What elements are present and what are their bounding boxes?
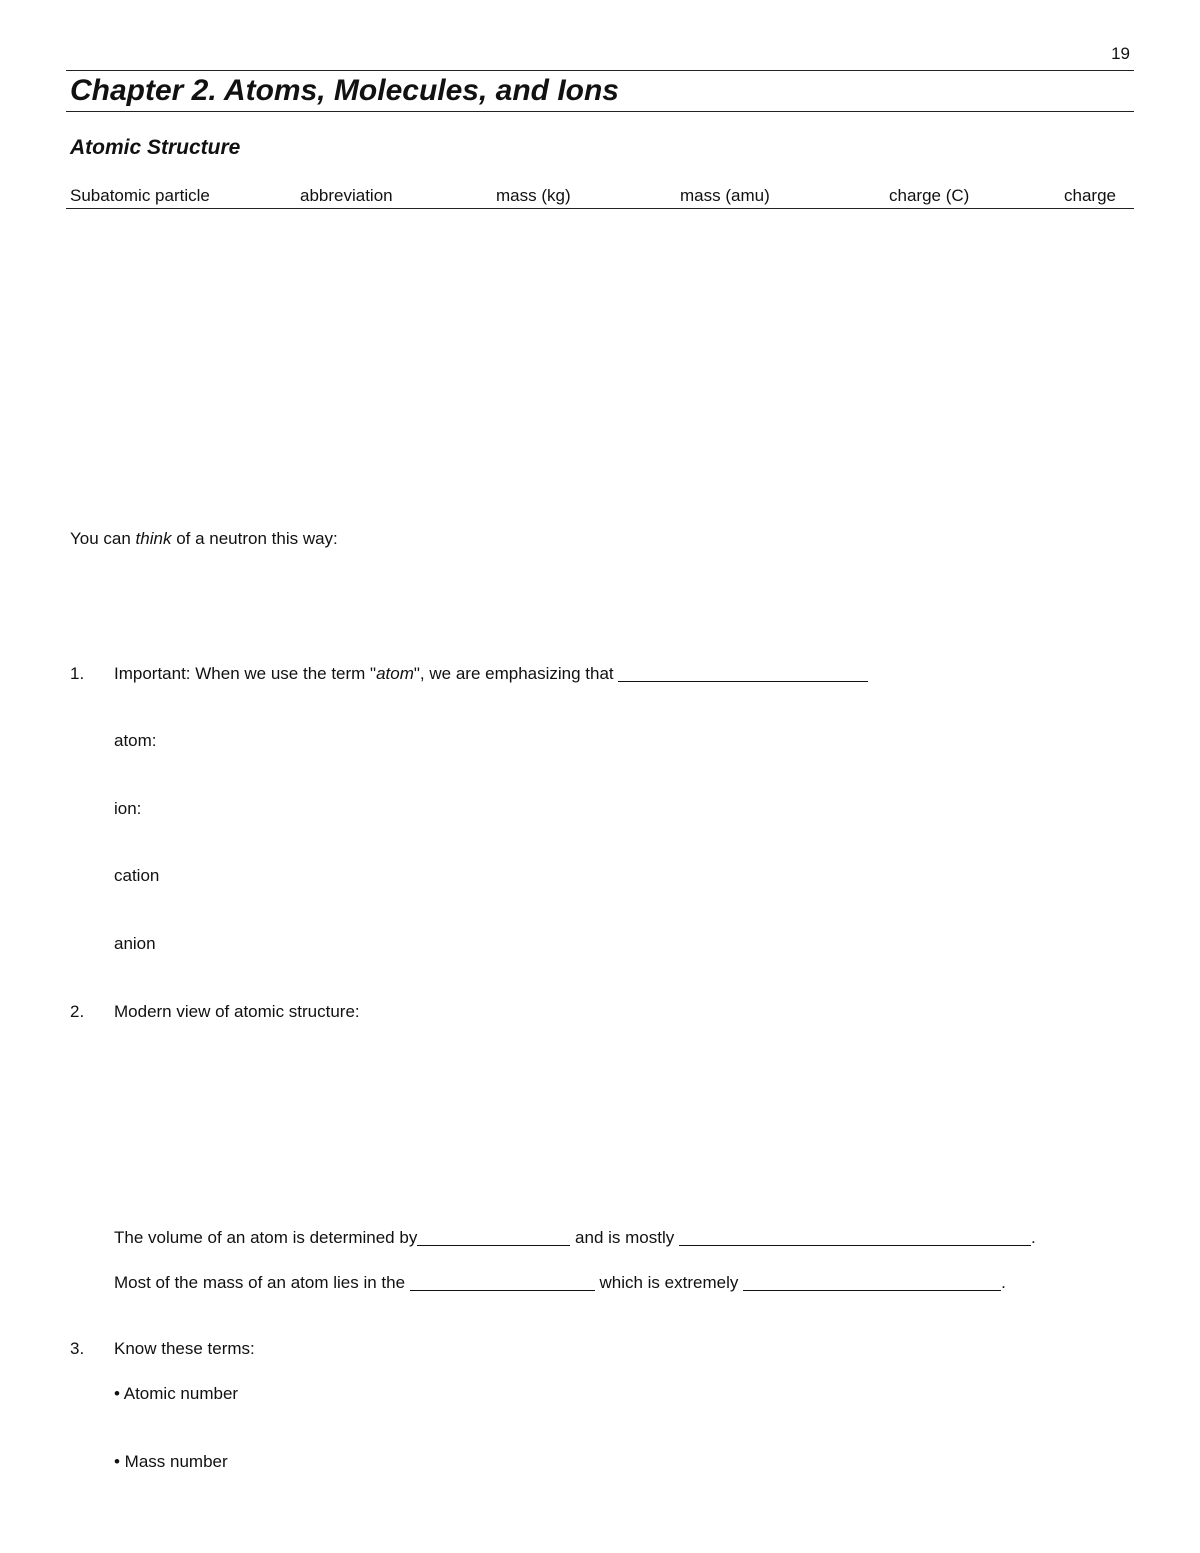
mass-blank-2[interactable]: [743, 1273, 1001, 1291]
volume-sentence: The volume of an atom is determined by and is mostly .: [114, 1228, 1036, 1247]
bullet-mass-number: • Mass number: [114, 1452, 228, 1471]
item-2-text: Modern view of atomic structure:: [114, 1002, 360, 1021]
bullet-atomic-number: • Atomic number: [114, 1384, 239, 1403]
table-header-charge-c: charge (C): [889, 186, 970, 205]
section-title: Atomic Structure: [70, 136, 241, 159]
term-anion: anion: [114, 934, 156, 953]
title-bottom-rule: [66, 111, 1134, 112]
item-3-text: Know these terms:: [114, 1339, 255, 1358]
neutron-sentence: You can think of a neutron this way:: [70, 529, 338, 548]
volume-blank-2[interactable]: [679, 1228, 1031, 1246]
answer-blank[interactable]: [618, 664, 868, 682]
item-1-text: Important: When we use the term "atom", we are emphasizing that: [114, 664, 868, 684]
table-header-mass-amu: mass (amu): [680, 186, 770, 205]
mass-blank-1[interactable]: [410, 1273, 595, 1291]
chapter-title: Chapter 2. Atoms, Molecules, and Ions: [70, 74, 619, 107]
mass-sentence: Most of the mass of an atom lies in the which is extremely .: [114, 1273, 1006, 1292]
table-header-rule: [66, 208, 1134, 209]
page-number: 19: [1111, 44, 1130, 63]
table-header-mass-kg: mass (kg): [496, 186, 571, 205]
table-header-abbreviation: abbreviation: [300, 186, 393, 205]
item-1-number: 1.: [70, 664, 85, 683]
table-header-charge: charge: [1064, 186, 1116, 205]
term-cation: cation: [114, 866, 160, 885]
item-2-number: 2.: [70, 1002, 85, 1021]
title-top-rule: [66, 70, 1134, 71]
term-atom: atom:: [114, 731, 157, 750]
term-ion: ion:: [114, 799, 142, 818]
table-header-subatomic-particle: Subatomic particle: [70, 186, 210, 205]
volume-blank-1[interactable]: [417, 1228, 570, 1246]
item-3-number: 3.: [70, 1339, 85, 1358]
